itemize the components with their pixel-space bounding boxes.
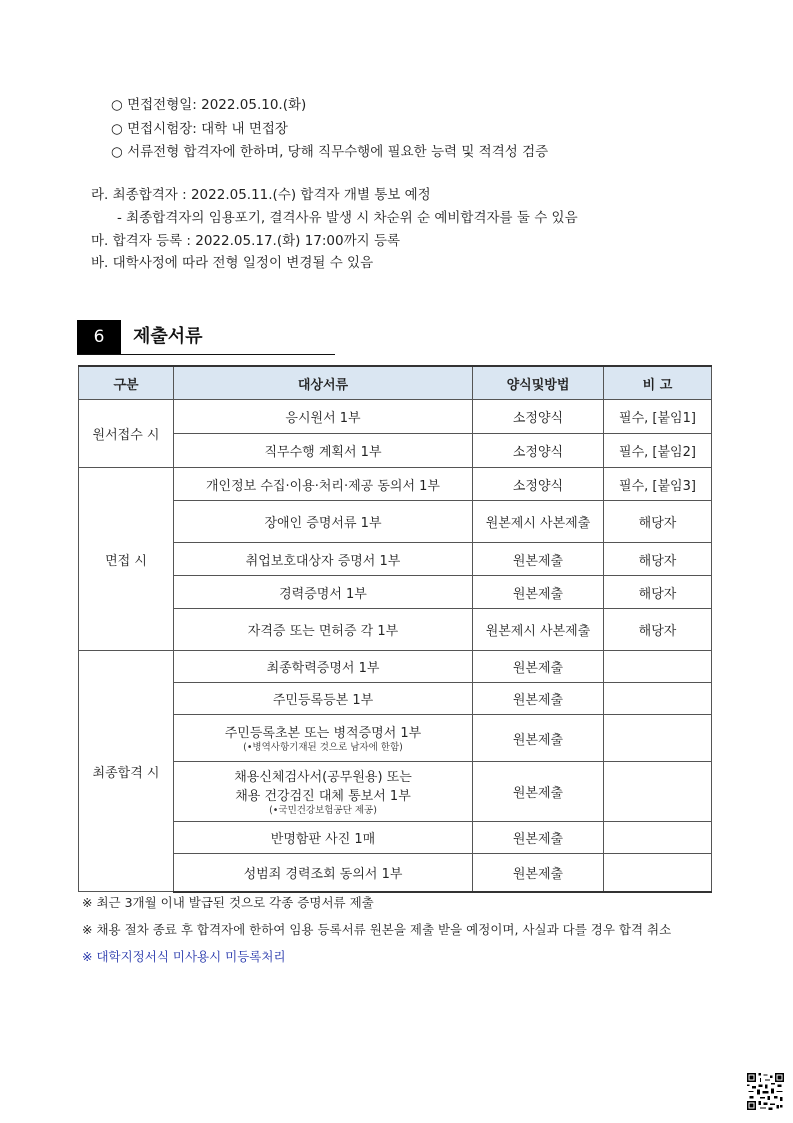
header-document: 대상서류 bbox=[174, 366, 473, 400]
table-row bbox=[79, 609, 712, 651]
method-cell: 소정양식 bbox=[473, 468, 604, 501]
remark-cell: 해당자 bbox=[604, 576, 712, 609]
header-method: 양식및방법 bbox=[473, 366, 604, 400]
remark-cell: 해당자 bbox=[604, 543, 712, 576]
section-title: 제출서류 bbox=[133, 326, 203, 347]
section-heading bbox=[77, 320, 335, 355]
table-row bbox=[79, 434, 712, 468]
remark-cell bbox=[604, 822, 712, 854]
document-note: (•국민건강보험공단 제공) bbox=[269, 805, 377, 816]
registration: 마. 합격자 등록 : 2022.05.17.(화) 17:00까지 등록 bbox=[91, 233, 401, 249]
final-notice-sub: - 최종합격자의 임용포기, 결격사유 발생 시 차순위 순 예비합격자를 둘 수 있음 bbox=[117, 210, 578, 226]
document-cell: 반명함판 사진 1매 bbox=[174, 822, 473, 854]
method-cell: 원본제출 bbox=[473, 683, 604, 715]
method-cell: 원본제출 bbox=[473, 543, 604, 576]
document-note: (•병역사항기재된 것으로 남자에 한함) bbox=[243, 742, 403, 753]
schedule-change: 바. 대학사정에 따라 전형 일정이 변경될 수 있음 bbox=[91, 255, 374, 271]
section-number: 6 bbox=[77, 320, 121, 354]
table-row bbox=[79, 400, 712, 434]
document-cell: 최종학력증명서 1부 bbox=[174, 651, 473, 683]
method-cell: 소정양식 bbox=[473, 434, 604, 468]
remark-cell bbox=[604, 715, 712, 762]
table-row bbox=[79, 822, 712, 854]
footnote-recent: ※ 최근 3개월 이내 발급된 것으로 각종 증명서류 제출 bbox=[82, 895, 374, 910]
method-cell: 원본제출 bbox=[473, 854, 604, 892]
remark-cell: 해당자 bbox=[604, 501, 712, 543]
interview-date: ○ 면접전형일: 2022.05.10.(화) bbox=[111, 97, 307, 113]
document-cell: 개인정보 수집·이용·처리·제공 동의서 1부 bbox=[174, 468, 473, 501]
document-cell: 응시원서 1부 bbox=[174, 400, 473, 434]
document-cell: 성범죄 경력조회 동의서 1부 bbox=[174, 854, 473, 892]
remark-cell bbox=[604, 762, 712, 822]
interview-criteria: ○ 서류전형 합격자에 한하며, 당해 직무수행에 필요한 능력 및 적격성 검증 bbox=[111, 144, 549, 160]
category-cell: 최종합격 시 bbox=[79, 651, 174, 892]
method-cell: 원본제출 bbox=[473, 576, 604, 609]
method-cell: 원본제시 사본제출 bbox=[473, 501, 604, 543]
document-cell: 주민등록등본 1부 bbox=[174, 683, 473, 715]
table-row bbox=[79, 543, 712, 576]
method-cell: 소정양식 bbox=[473, 400, 604, 434]
document-cell bbox=[174, 715, 473, 762]
document-cell: 경력증명서 1부 bbox=[174, 576, 473, 609]
category-cell: 원서접수 시 bbox=[79, 400, 174, 468]
document-cell: 자격증 또는 면허증 각 1부 bbox=[174, 609, 473, 651]
footnote-designated-form: ※ 대학지정서식 미사용시 미등록처리 bbox=[82, 949, 286, 964]
remark-cell bbox=[604, 683, 712, 715]
document-cell: 직무수행 계획서 1부 bbox=[174, 434, 473, 468]
document-text: 주민등록초본 또는 병적증명서 1부 bbox=[224, 726, 422, 741]
remark-cell: 필수, [붙임3] bbox=[604, 468, 712, 501]
table-row bbox=[79, 715, 712, 762]
document-cell bbox=[174, 762, 473, 822]
method-cell: 원본제출 bbox=[473, 651, 604, 683]
remark-cell: 해당자 bbox=[604, 609, 712, 651]
remark-cell: 필수, [붙임1] bbox=[604, 400, 712, 434]
document-cell: 장애인 증명서류 1부 bbox=[174, 501, 473, 543]
table-row bbox=[79, 683, 712, 715]
remark-cell: 필수, [붙임2] bbox=[604, 434, 712, 468]
method-cell: 원본제시 사본제출 bbox=[473, 609, 604, 651]
header-remark: 비 고 bbox=[604, 366, 712, 400]
table-row bbox=[79, 576, 712, 609]
document-text: 채용신체검사서(공무원용) 또는 bbox=[234, 770, 412, 785]
category-cell: 면접 시 bbox=[79, 468, 174, 651]
final-notice: 라. 최종합격자 : 2022.05.11.(수) 합격자 개별 통보 예정 bbox=[91, 187, 431, 203]
method-cell: 원본제출 bbox=[473, 715, 604, 762]
remark-cell bbox=[604, 854, 712, 892]
table-row bbox=[79, 651, 712, 683]
method-cell: 원본제출 bbox=[473, 822, 604, 854]
qr-code-icon bbox=[747, 1073, 784, 1110]
documents-table bbox=[78, 365, 712, 893]
method-cell: 원본제출 bbox=[473, 762, 604, 822]
header-category: 구분 bbox=[79, 366, 174, 400]
interview-place: ○ 면접시험장: 대학 내 면접장 bbox=[111, 121, 288, 137]
table-row bbox=[79, 854, 712, 892]
table-row bbox=[79, 468, 712, 501]
footnote-originals: ※ 채용 절차 종료 후 합격자에 한하여 임용 등록서류 원본을 제출 받을 예정이며, 사실과 다를 경우 합격 취소 bbox=[82, 922, 672, 937]
document-text-line2: 채용 건강검진 대체 통보서 1부 bbox=[235, 789, 411, 804]
table-row bbox=[79, 501, 712, 543]
document-cell: 취업보호대상자 증명서 1부 bbox=[174, 543, 473, 576]
remark-cell bbox=[604, 651, 712, 683]
table-row bbox=[79, 762, 712, 822]
table-header-row bbox=[79, 366, 712, 400]
